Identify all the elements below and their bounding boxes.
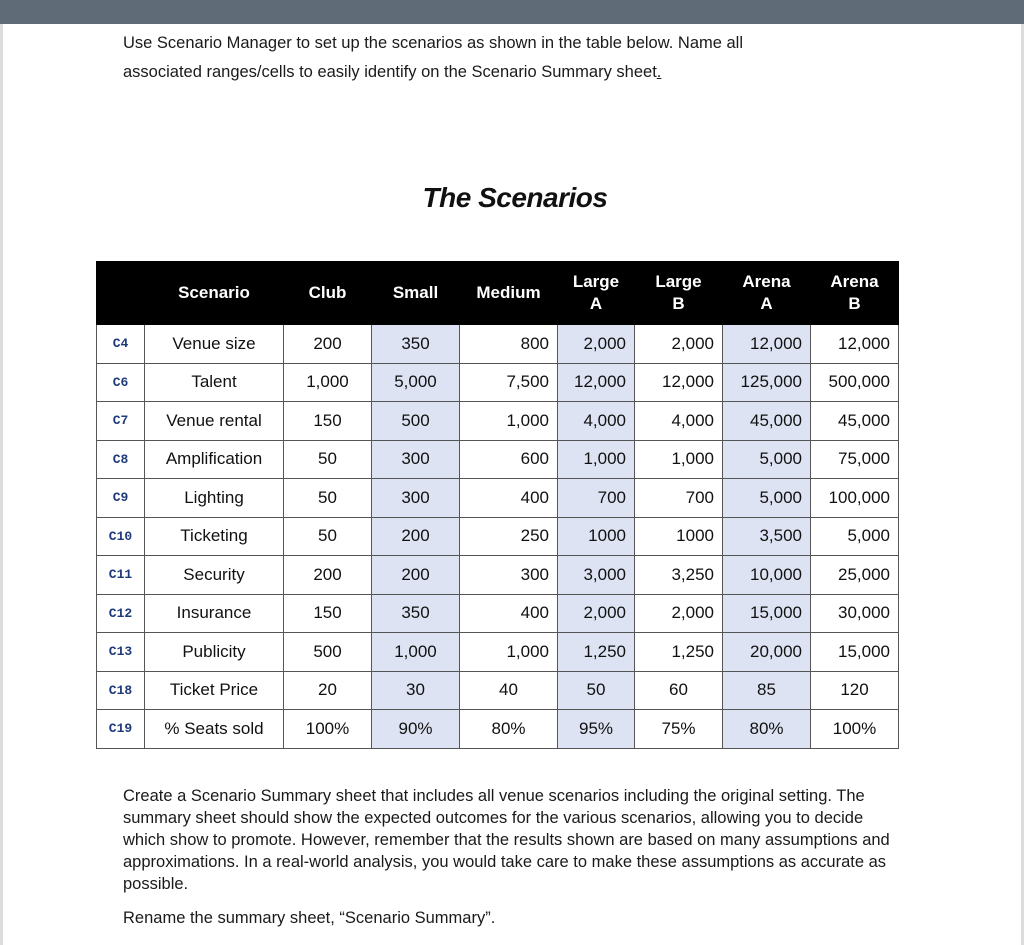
scenario-label: Ticket Price (145, 671, 284, 710)
header-scenario: Scenario (145, 262, 284, 325)
header-club: Club (284, 262, 372, 325)
page-edge-left (0, 24, 3, 945)
table-row (97, 710, 899, 749)
cell-reference: C13 (97, 633, 145, 672)
table-value: 85 (723, 671, 811, 710)
table-value: 5,000 (811, 517, 899, 556)
table-value: 50 (284, 479, 372, 518)
table-value: 12,000 (635, 363, 723, 402)
cell-reference: C18 (97, 671, 145, 710)
scenario-label: Venue rental (145, 402, 284, 441)
table-value: 150 (284, 402, 372, 441)
table-value: 2,000 (558, 594, 635, 633)
table-value: 2,000 (635, 594, 723, 633)
table-value: 1,000 (460, 633, 558, 672)
header-large-b: Large B (635, 262, 723, 325)
table-value: 25,000 (811, 556, 899, 595)
closing-text (123, 785, 903, 941)
table-row (97, 440, 899, 479)
table-value: 200 (372, 517, 460, 556)
table-value: 1000 (558, 517, 635, 556)
table-value: 95% (558, 710, 635, 749)
table-value: 2,000 (558, 325, 635, 364)
paragraph-summary: Create a Scenario Summary sheet that includes all venue scenarios including the original setting. The summary sheet should show the expected outcomes for the various scenarios, allowing you to decide which show to promote. However, remember that the results shown are based on many assumptions and approximations. In a real-world analysis, you would take care to make these assumptions as accurate as possible. (123, 787, 890, 893)
table-row (97, 325, 899, 364)
table-value: 1,000 (460, 402, 558, 441)
scenario-label: Lighting (145, 479, 284, 518)
table-row (97, 556, 899, 595)
table-value: 45,000 (723, 402, 811, 441)
scenario-label: Ticketing (145, 517, 284, 556)
table-value: 1,250 (635, 633, 723, 672)
table-value: 600 (460, 440, 558, 479)
cell-reference: C6 (97, 363, 145, 402)
table-value: 800 (460, 325, 558, 364)
cell-reference: C9 (97, 479, 145, 518)
table-value: 200 (284, 556, 372, 595)
table-row (97, 633, 899, 672)
table-value: 700 (635, 479, 723, 518)
table-value: 1000 (635, 517, 723, 556)
table-value: 400 (460, 479, 558, 518)
table-value: 100% (811, 710, 899, 749)
table-value: 12,000 (558, 363, 635, 402)
table-value: 45,000 (811, 402, 899, 441)
header-arena-a: Arena A (723, 262, 811, 325)
table-value: 125,000 (723, 363, 811, 402)
table-value: 75% (635, 710, 723, 749)
table-value: 80% (723, 710, 811, 749)
table-value: 20 (284, 671, 372, 710)
table-value: 5,000 (723, 440, 811, 479)
cell-reference: C19 (97, 710, 145, 749)
table-row (97, 517, 899, 556)
table-value: 5,000 (723, 479, 811, 518)
table-value: 50 (284, 440, 372, 479)
scenario-label: % Seats sold (145, 710, 284, 749)
table-value: 350 (372, 594, 460, 633)
table-value: 3,500 (723, 517, 811, 556)
scenario-label: Publicity (145, 633, 284, 672)
table-value: 2,000 (635, 325, 723, 364)
table-value: 4,000 (558, 402, 635, 441)
scenario-label: Venue size (145, 325, 284, 364)
table-value: 4,000 (635, 402, 723, 441)
cell-reference: C8 (97, 440, 145, 479)
table-value: 90% (372, 710, 460, 749)
table-value: 150 (284, 594, 372, 633)
table-value: 3,000 (558, 556, 635, 595)
table-value: 200 (284, 325, 372, 364)
table-value: 500 (284, 633, 372, 672)
table-value: 12,000 (811, 325, 899, 364)
table-value: 300 (460, 556, 558, 595)
table-value: 40 (460, 671, 558, 710)
table-value: 30 (372, 671, 460, 710)
table-value: 10,000 (723, 556, 811, 595)
table-row (97, 594, 899, 633)
table-value: 200 (372, 556, 460, 595)
table-value: 350 (372, 325, 460, 364)
header-small: Small (372, 262, 460, 325)
table-value: 500,000 (811, 363, 899, 402)
table-value: 300 (372, 479, 460, 518)
table-title (0, 182, 1024, 214)
table-value: 300 (372, 440, 460, 479)
table-title-text: The Scenarios (422, 182, 608, 213)
scenario-label: Security (145, 556, 284, 595)
header-arena-b: Arena B (811, 262, 899, 325)
table-value: 1,000 (372, 633, 460, 672)
table-value: 15,000 (723, 594, 811, 633)
table-value: 1,250 (558, 633, 635, 672)
table-value: 120 (811, 671, 899, 710)
table-row (97, 402, 899, 441)
header-cell (97, 262, 145, 325)
scenarios-table (96, 261, 899, 749)
scenario-label: Talent (145, 363, 284, 402)
table-value: 20,000 (723, 633, 811, 672)
table-value: 1,000 (558, 440, 635, 479)
table-value: 250 (460, 517, 558, 556)
cell-reference: C4 (97, 325, 145, 364)
instructions-line1: Use Scenario Manager to set up the scenarios as shown in the table below. Name all (123, 34, 744, 52)
scenario-label: Insurance (145, 594, 284, 633)
cell-reference: C12 (97, 594, 145, 633)
table-value: 50 (558, 671, 635, 710)
header-large-a: Large A (558, 262, 635, 325)
top-bar (0, 0, 1024, 24)
table-value: 100% (284, 710, 372, 749)
table-value: 3,250 (635, 556, 723, 595)
table-value: 50 (284, 517, 372, 556)
table-value: 15,000 (811, 633, 899, 672)
table-value: 1,000 (284, 363, 372, 402)
instructions-line2-text: associated ranges/cells to easily identify on the Scenario Summary sheet (123, 63, 657, 81)
header-medium: Medium (460, 262, 558, 325)
table-value: 12,000 (723, 325, 811, 364)
table-value: 7,500 (460, 363, 558, 402)
scenario-label: Amplification (145, 440, 284, 479)
table-row (97, 479, 899, 518)
table-value: 400 (460, 594, 558, 633)
instructions-line2-end: . (656, 63, 662, 81)
table-value: 5,000 (372, 363, 460, 402)
table-value: 500 (372, 402, 460, 441)
table-value: 80% (460, 710, 558, 749)
table-value: 100,000 (811, 479, 899, 518)
table-row (97, 363, 899, 402)
cell-reference: C11 (97, 556, 145, 595)
instructions-line2 (123, 58, 863, 87)
table-value: 30,000 (811, 594, 899, 633)
table-value: 700 (558, 479, 635, 518)
table-value: 75,000 (811, 440, 899, 479)
table-row (97, 671, 899, 710)
table-header-row (97, 262, 899, 325)
instructions (123, 29, 863, 87)
table-value: 1,000 (635, 440, 723, 479)
paragraph-rename: Rename the summary sheet, “Scenario Summary”. (123, 909, 496, 927)
cell-reference: C7 (97, 402, 145, 441)
table-value: 60 (635, 671, 723, 710)
cell-reference: C10 (97, 517, 145, 556)
